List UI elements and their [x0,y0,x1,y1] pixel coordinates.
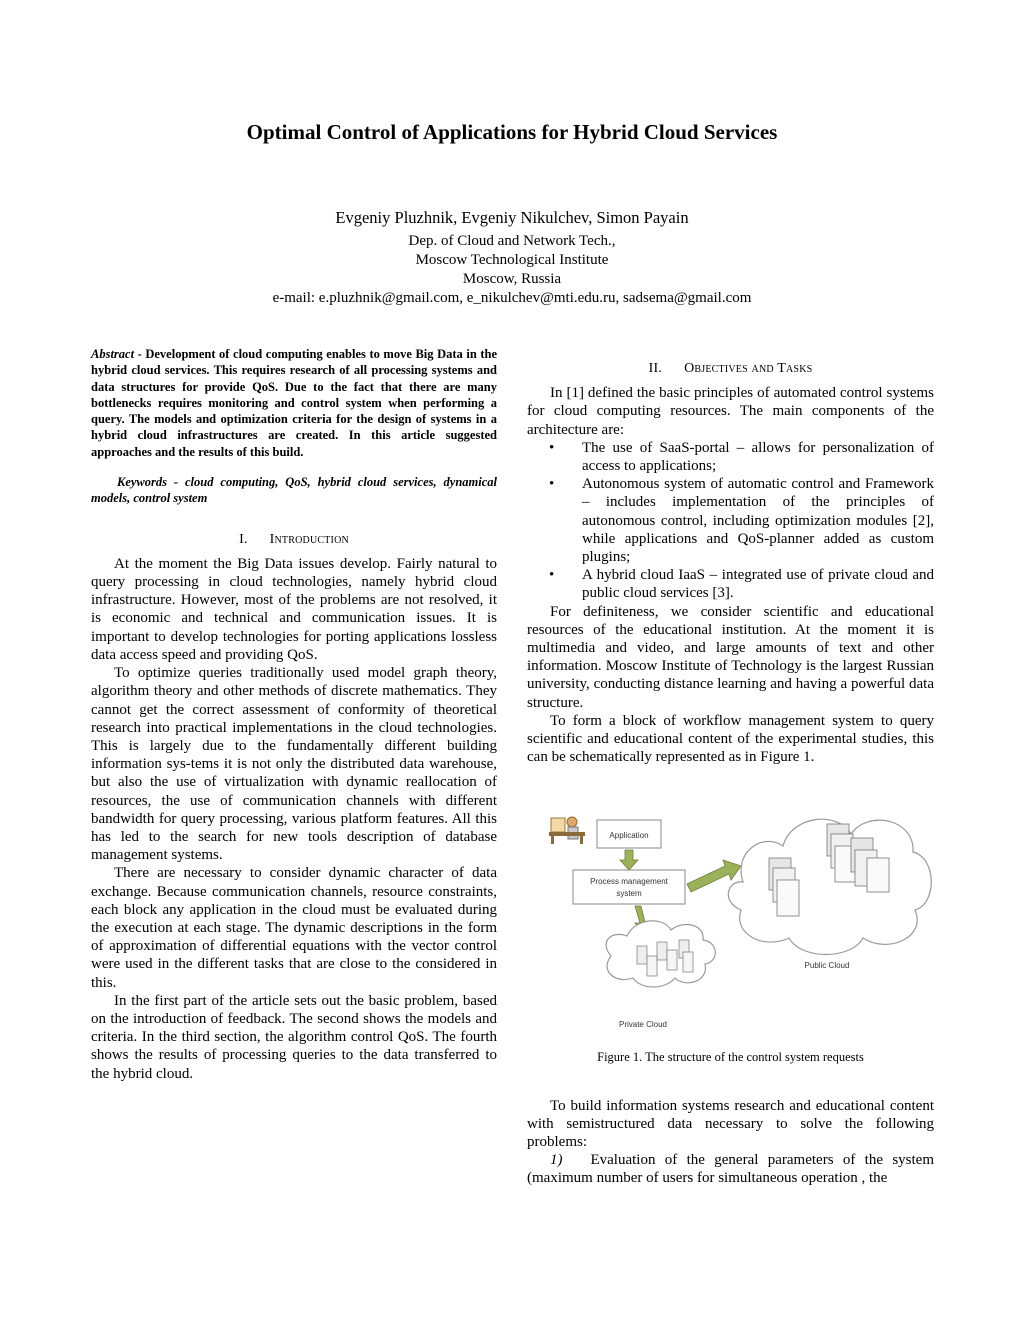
abstract-text: - Development of cloud computing enables to move Big Data in the hybrid cloud services. This requires research of all processing systems and data structures for provide QoS. Due to the fact that there are many bottlenecks requires monitoring and control system when performing a query. The models and optimization criteria for the design of systems in a hybrid cloud infrastructures are created. In this article suggested approaches and the results of this build. [91,347,497,459]
intro-paragraph-1: At the moment the Big Data issues develop. Fairly natural to query processing in cloud technologies, namely hybrid cloud infrastructure. However, most of the problems are not resolved, it is economic and technical and communication issues. It is important to develop technologies for porting applications lossless data access speed and providing QoS. [91,555,497,663]
paper-title: Optimal Control of Applications for Hybrid Cloud Services [246,120,778,144]
section-2-title: Objectives and Tasks [684,361,813,376]
objectives-paragraph-2: To form a block of workflow management system to query scientific and educational content of the experimental studies, this can be schematically represented as in Figure 1. [527,712,934,766]
figure-1-diagram [537,792,937,1042]
affiliation-institute: Moscow Technological Institute [415,252,609,268]
affiliation-city: Moscow, Russia [462,271,562,287]
section-1-title: Introduction [269,531,349,547]
affiliation-dept: Dep. of Cloud and Network Tech., [408,233,616,249]
keywords: Keywords - cloud computing, QoS, hybrid cloud services, dynamical models, control system [91,475,497,506]
problem-item-1 [527,1151,934,1187]
objectives-intro: In [1] defined the basic principles of automated control systems for cloud computing resources. The main components of the architecture are: [527,385,934,438]
problems-intro: To build information systems research and educational content with semistructured data necessary to solve the following problems: [527,1097,934,1151]
right-column [527,360,934,1188]
intro-paragraph-2: To optimize queries traditionally used model graph theory, algorithm theory and other methods of discrete mathematics. They cannot get the correct assessment of conformity of theoretical research into practical implementations in the cloud technologies. This is largely due to the fundamentally different building information sys-tems it is not only the distributed data warehouse, but also the use of virtualization with dynamic reallocation of resources, the use of communication channels with different bandwidth for query processing, various platform features. All this has led to the search for new tools description of database management systems. [91,665,497,864]
left-column [91,346,497,1083]
arrow-down-icon [620,850,638,870]
list-item: • The use of SaaS-portal – allows for personalization of access to applications; [549,439,934,475]
section-2-number: II. [648,361,663,376]
private-cloud-label: Private Cloud [618,1020,668,1030]
list-item: • Autonomous system of automatic control and Framework – includes implementation of the principles of autonomous control, including optimization modules [2], while applications and QoS-planner added as custom plugins; [549,476,934,566]
user-computer-icon [549,817,585,844]
section-2-heading [527,360,934,378]
intro-paragraph-3: There are necessary to consider dynamic character of data exchange. Because communication channels, resource constraints, each block any application in the cloud must be evaluated during the execution at each stage. The dynamic descriptions in the form of approximation of differential equations with the vector control were used in the different tasks that are close to the considered in this. [91,865,497,991]
intro-paragraph-4: In the first part of the article sets out the basic problem, based on the introduction of feedback. The second shows the models and criteria. In the third section, the algorithm control QoS. The fourth shows the results of processing queries to the data transferred to the hybrid cloud. [91,992,497,1082]
figure-1 [537,792,937,1042]
public-cloud-label: Public Cloud [804,961,850,971]
abstract [91,346,497,460]
architecture-components-list [527,439,934,603]
process-management-box [573,870,685,904]
process-label-line-2: system [616,889,642,899]
objectives-paragraph-1: For definiteness, we consider scientific and educational resources of the educational institution. At the moment it is multimedia and video, and large amounts of text and other information. Moscow Institute of Technology is the largest Russian university, conducting distance learning and having a powerful data structure. [527,603,934,711]
bullet-icon: • [549,567,555,584]
problem-item-1-text: Evaluation of the general parameters of the system (maximum number of users for simultaneous operation , the [527,1152,934,1187]
abstract-lead: Abstract [91,347,135,361]
bullet-icon: • [549,476,555,493]
process-label-line-1: Process management [590,877,668,887]
bullet-icon: • [549,439,555,456]
list-item: • A hybrid cloud IaaS – integrated use of private cloud and public cloud services [3]. [549,567,934,602]
problem-item-1-number: 1) [550,1152,563,1169]
application-label: Application [609,831,649,841]
author-list: Evgeniy Pluzhnik, Evgeniy Nikulchev, Simon Payain [335,208,689,227]
section-1-number: I. [239,531,248,547]
affiliation-email: e-mail: e.pluzhnik@gmail.com, e_nikulchev@mti.edu.ru, sadsema@gmail.com [272,290,752,306]
figure-1-caption: Figure 1. The structure of the control system requests [597,1050,864,1065]
section-1-heading [91,531,497,549]
